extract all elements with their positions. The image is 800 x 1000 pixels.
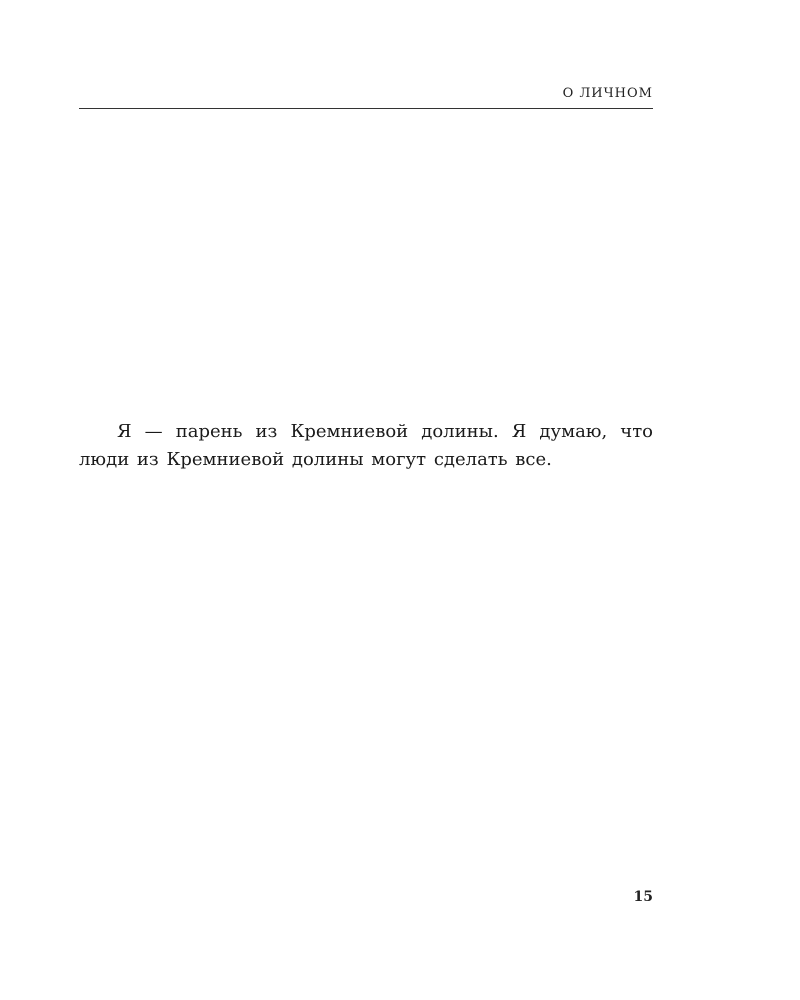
body-paragraph: Я — парень из Кремниевой долины. Я думаю, что люди из Кремниевой долины могут сделать все.	[79, 421, 653, 470]
section-title: О ЛИЧНОМ	[562, 86, 653, 101]
page-number: 15	[633, 889, 653, 905]
running-header	[79, 86, 653, 109]
